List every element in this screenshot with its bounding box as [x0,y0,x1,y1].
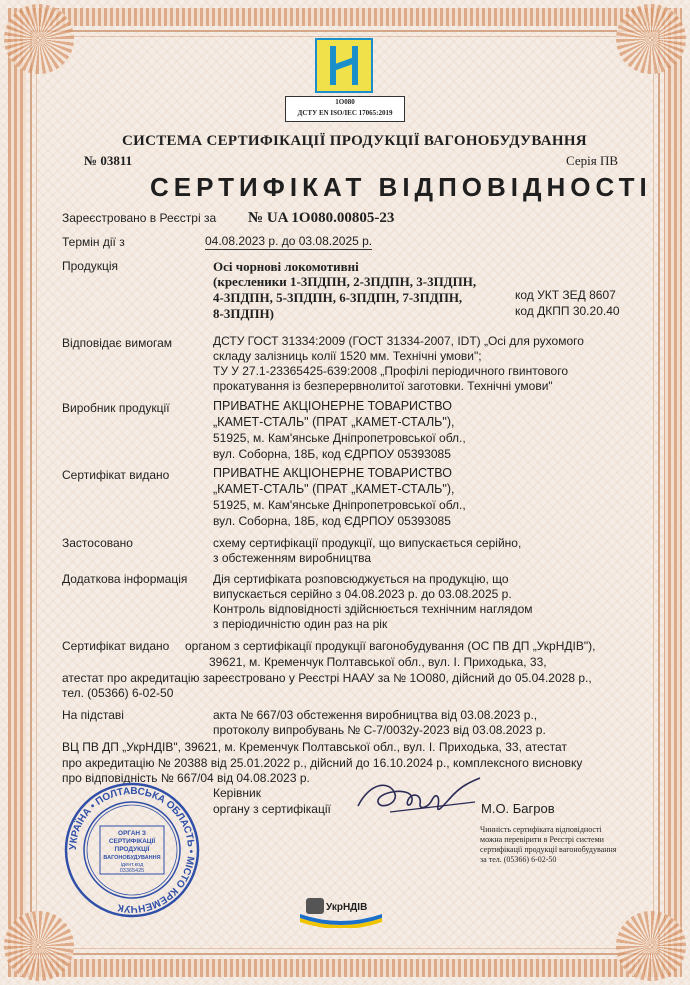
official-stamp [62,780,202,920]
stamp-center-2: СЕРТИФІКАЦІЇ [108,838,156,845]
issued-by-line-3: атестат про акредитацію зареєстровано у Реєстрі НААУ за № 1O080, дійсний до 05.04.2028 р., [62,671,592,685]
issued-by-line-2: 39621, м. Кременчук Полтавської обл., вул. І. Приходька, 33, [209,655,547,669]
note-line-1: Чинність сертифіката відповідності [480,825,602,834]
manufacturer-line-4: вул. Соборна, 18Б, код ЄДРПОУ 05393085 [213,447,451,461]
signature-image [350,772,485,822]
basis-line-2: протоколу випробувань № С-7/0032у-2023 від 03.08.2023 р. [213,723,546,737]
corner-rosette-br [616,911,686,981]
system-title: СИСТЕМА СЕРТИФІКАЦІЇ ПРОДУКЦІЇ ВАГОНОБУДУВАННЯ [122,133,587,149]
note-line-3: сертифікації продукції вагонобудування [480,845,617,854]
certificate-series: Серія ПВ [566,153,618,168]
stamp-ring-text: УКРАЇНА • ПОЛТАВСЬКА ОБЛАСТЬ • МІСТО КРЕМЕНЧУК [67,785,197,915]
corner-rosette-bl [4,911,74,981]
manufacturer-line-1: ПРИВАТНЕ АКЦІОНЕРНЕ ТОВАРИСТВО [213,399,452,413]
applied-line-2: з обстеженням виробництва [213,551,372,565]
registry-label: Зареєстровано в Реєстрі за [62,211,217,225]
logo-caption-line1: 1O080 [335,98,355,106]
manufacturer-line-3: 51925, м. Кам'янське Дніпропетровської обл., [213,431,466,445]
additional-line-2: випускається серійно з 04.08.2023 р. до 03.08.2025 р. [213,587,512,601]
validity-value: 04.08.2023 р. до 03.08.2025 р. [205,234,373,248]
additional-line-3: Контроль відповідності здійснюється технічним наглядом [213,602,533,616]
validity-label: Термін дії з [62,235,125,249]
signatory-label-2: органу з сертифікації [213,802,331,816]
issued-by-label: Сертифікат видано [62,639,170,653]
requirements-line-3: ТУ У 27.1-23365425-639:2008 „Профілі періодичного гвинтового [213,364,568,378]
basis-line-5: про відповідність № 667/04 від 04.08.2023 р. [62,771,310,785]
stamp-center-3: ПРОДУКЦІЇ [114,846,150,853]
issued-by-line-1: органом з сертифікації продукції вагонобудування (ОС ПВ ДП „УкрНДІВ"), [185,639,596,653]
stamp-center-5: ідент.код [120,862,144,868]
corner-rosette-tl [4,4,74,74]
signatory-name: М.О. Багров [481,801,555,816]
ukrndiv-logo [296,892,386,928]
registry-value: № UA 1O080.00805-23 [248,210,395,226]
note-line-2: можна перевірити в Реєстрі системи [480,835,604,844]
product-label: Продукція [62,259,118,273]
additional-line-1: Дія сертифіката розповсюджується на продукцію, що [213,572,509,586]
stamp-center-4: ВАГОНОБУДУВАННЯ [103,855,161,861]
document-title: СЕРТИФІКАТ ВІДПОВІДНОСТІ [150,172,652,202]
issued-to-line-1: ПРИВАТНЕ АКЦІОНЕРНЕ ТОВАРИСТВО [213,466,452,480]
requirements-label: Відповідає вимогам [62,336,173,350]
manufacturer-label: Виробник продукції [62,401,170,415]
additional-label: Додаткова інформація [62,572,188,586]
basis-line-4: про акредитацію № 20388 від 25.01.2022 р., дійсний до 16.10.2024 р., комплексного висновку [62,756,583,770]
product-line-3: 4-3ПДПН, 5-3ПДПН, 6-3ПДПН, 7-3ПДПН, [213,290,463,305]
logo-caption-line2: ДСТУ EN ISO/IEC 17065:2019 [297,109,393,117]
basis-label: На підставі [62,708,124,722]
product-line-4: 8-3ПДПН) [213,306,274,321]
issued-to-line-2: „КАМЕТ-СТАЛЬ" (ПРАТ „КАМЕТ-СТАЛЬ"), [213,482,455,496]
additional-line-4: з періодичністю один раз на рік [213,617,388,631]
issued-to-label: Сертифікат видано [62,468,170,482]
applied-label: Застосовано [62,536,133,550]
logo-caption [285,96,405,122]
ukrndiv-logo-text: УкрНДІВ [326,902,368,913]
issued-to-line-4: вул. Соборна, 18Б, код ЄДРПОУ 05393085 [213,514,451,528]
note-line-4: за тел. (05366) 6-02-50 [480,855,557,864]
basis-line-1: акта № 667/03 обстеження виробництва від 03.08.2023 р., [213,708,538,722]
issued-to-line-3: 51925, м. Кам'янське Дніпропетровської обл., [213,498,466,512]
applied-line-1: схему сертифікації продукції, що випускається серійно, [213,536,522,550]
basis-line-3: ВЦ ПВ ДП „УкрНДІВ", 39621, м. Кременчук Полтавської обл., вул. І. Приходька, 33, атестат [62,740,567,754]
product-code-ukt: код УКТ ЗЕД 8607 [515,288,616,302]
product-line-1: Осі чорнові локомотивні [213,259,359,274]
corner-rosette-tr [616,4,686,74]
stamp-center-1: ОРГАН З [118,830,146,837]
requirements-line-4: прокатування із безперервнолитої заготовки. Технічні умови" [213,379,553,393]
signatory-label-1: Керівник [213,786,261,800]
requirements-line-1: ДСТУ ГОСТ 31334:2009 (ГОСТ 31334-2007, IDT) „Осі для рухомого [213,334,584,348]
stamp-center-6: 03365425 [119,868,145,874]
product-code-dkpp: код ДКПП 30.20.40 [515,304,620,318]
manufacturer-line-2: „КАМЕТ-СТАЛЬ" (ПРАТ „КАМЕТ-СТАЛЬ"), [213,415,455,429]
requirements-line-2: складу залізниць колії 1520 мм. Технічні умови"; [213,349,482,363]
issued-by-line-4: тел. (05366) 6-02-50 [62,686,174,700]
product-line-2: (кресленики 1-3ПДПН, 2-3ПДПН, 3-3ПДПН, [213,274,477,289]
certification-logo [315,38,373,93]
certificate-number: № 03811 [84,153,133,168]
